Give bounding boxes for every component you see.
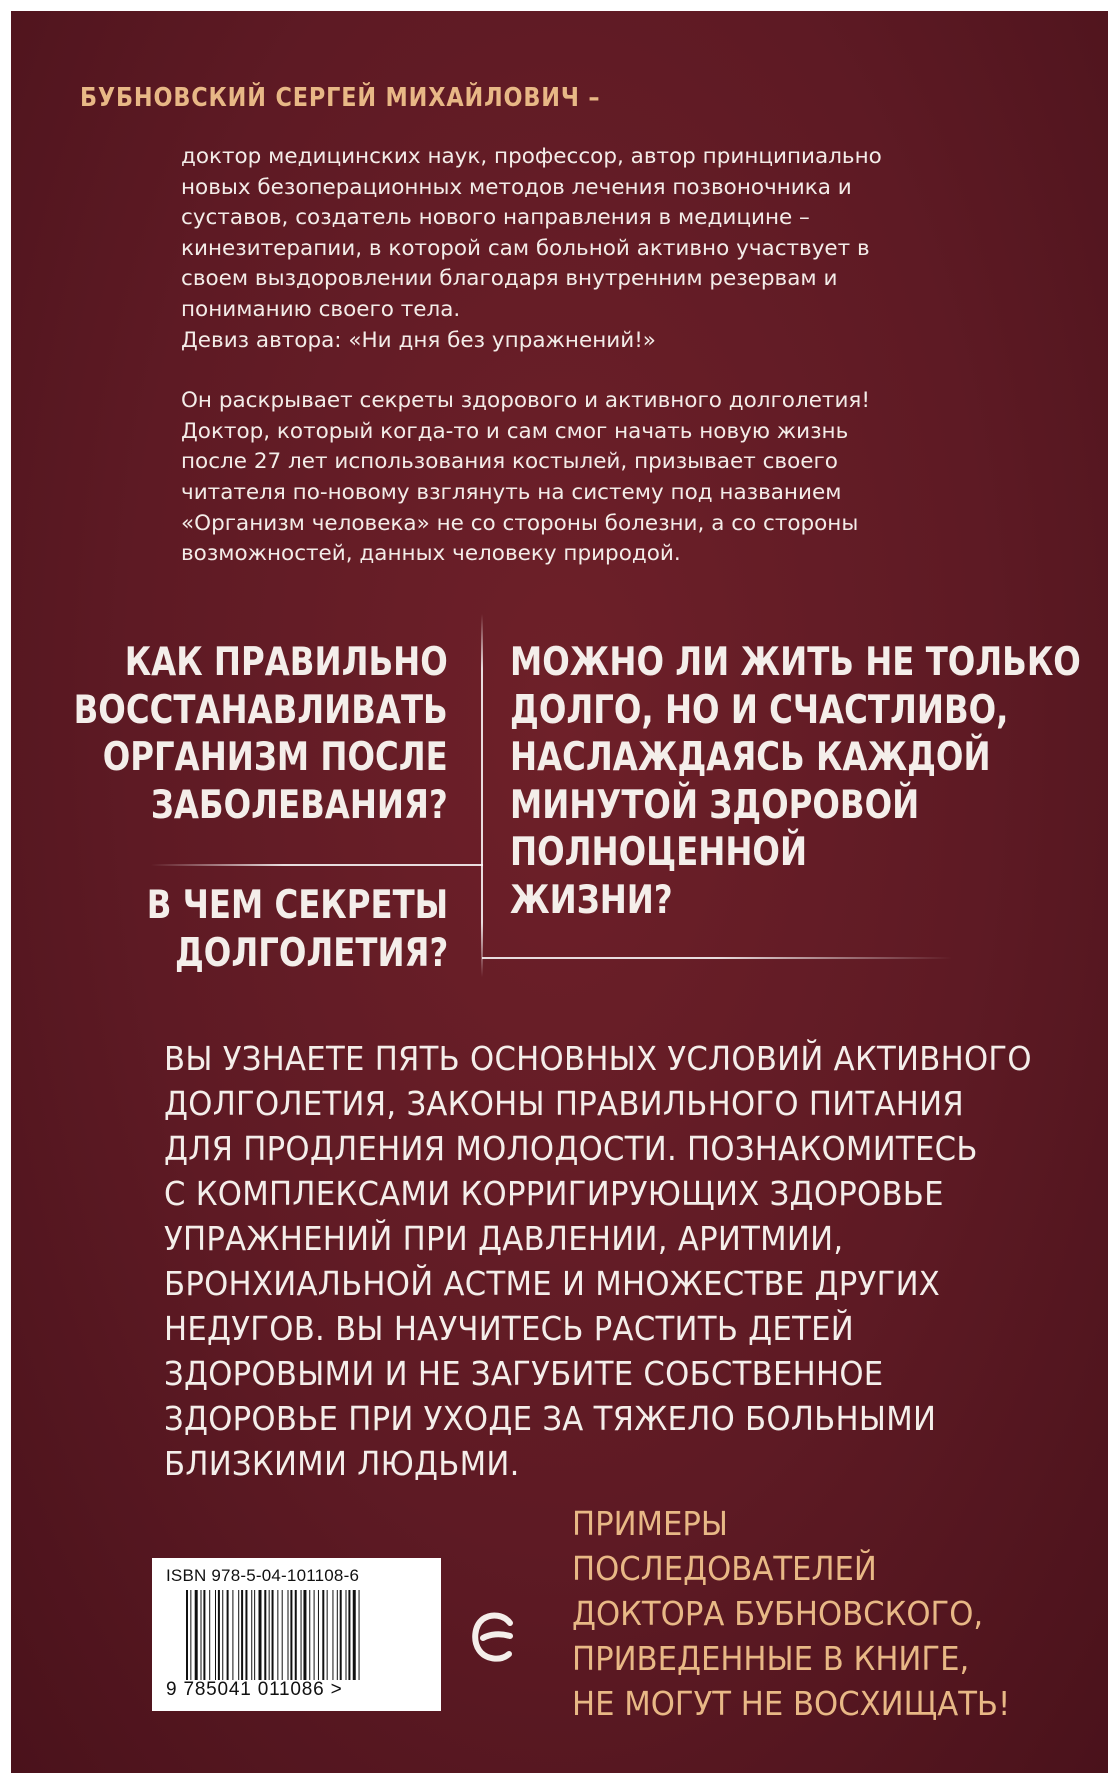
description-line: НЕДУГОВ. ВЫ НАУЧИТЕСЬ РАСТИТЬ ДЕТЕЙ — [164, 1309, 855, 1348]
divider-horizontal — [482, 957, 952, 959]
bio-line: своем выздоровлении благодаря внутренним резервам и — [181, 266, 838, 292]
question-line: МИНУТОЙ ЗДОРОВОЙ — [510, 782, 920, 828]
question-happy — [510, 639, 1081, 925]
divider-horizontal — [151, 864, 483, 866]
tagline — [572, 1501, 1010, 1726]
author-motto: Девиз автора: «Ни дня без упражнений!» — [181, 327, 656, 353]
tagline-line: ПРИВЕДЕННЫЕ В КНИГЕ, — [572, 1639, 970, 1678]
description-line: УПРАЖНЕНИЙ ПРИ ДАВЛЕНИИ, АРИТМИИ, — [164, 1219, 844, 1258]
question-line: ЖИЗНИ? — [510, 877, 673, 923]
about-line: Доктор, который когда-то и сам смог начать новую жизнь — [181, 418, 849, 444]
main-description — [164, 1036, 1032, 1486]
tagline-line: НЕ МОГУТ НЕ ВОСХИЩАТЬ! — [572, 1684, 1011, 1723]
barcode-digits: 9 785041 011086 > — [166, 1679, 343, 1700]
question-line: ВОССТАНАВЛИВАТЬ — [73, 687, 448, 733]
question-line: ПОЛНОЦЕННОЙ — [510, 830, 808, 876]
isbn-label: ISBN 978-5-04-101108-6 — [166, 1566, 360, 1585]
description-line: ЗДОРОВЫМИ И НЕ ЗАГУБИТЕ СОБСТВЕННОЕ — [164, 1354, 884, 1393]
description-line: С КОМПЛЕКСАМИ КОРРИГИРУЮЩИХ ЗДОРОВЬЕ — [164, 1174, 944, 1213]
divider-vertical — [481, 614, 483, 977]
question-line: НАСЛАЖДАЯСЬ КАЖДОЙ — [510, 735, 991, 781]
bio-line: доктор медицинских наук, профессор, автор принципиально — [181, 144, 882, 169]
author-heading: БУБНОВСКИЙ СЕРГЕЙ МИХАЙЛОВИЧ – — [80, 83, 601, 113]
bio-line: пониманию своего тела. — [181, 296, 461, 322]
bio-line: новых безоперационных методов лечения позвоночника и — [181, 174, 852, 200]
paragraph-gap — [181, 356, 921, 386]
bio-line: кинезитерапии, в которой сам больной активно участвует в — [181, 235, 870, 261]
question-line: ОРГАНИЗМ ПОСЛЕ — [103, 735, 448, 781]
barcode-bars — [186, 1590, 412, 1680]
question-line: В ЧЕМ СЕКРЕТЫ — [146, 883, 448, 928]
description-line: ДОЛГОЛЕТИЯ, ЗАКОНЫ ПРАВИЛЬНОГО ПИТАНИЯ — [164, 1084, 964, 1123]
description-line: ДЛЯ ПРОДЛЕНИЯ МОЛОДОСТИ. ПОЗНАКОМИТЕСЬ — [164, 1129, 978, 1168]
tagline-line: ПОСЛЕДОВАТЕЛЕЙ — [572, 1549, 877, 1588]
question-line: ДОЛГОЛЕТИЯ? — [174, 930, 448, 976]
about-line: возможностей, данных человеку природой. — [181, 541, 681, 567]
question-secrets — [147, 882, 448, 977]
tagline-line: ПРИМЕРЫ — [572, 1504, 729, 1543]
eksmo-logo-icon — [470, 1609, 518, 1665]
description-line: БЛИЗКИМИ ЛЮДЬМИ. — [164, 1444, 520, 1483]
isbn-barcode — [152, 1558, 441, 1711]
description-line: ВЫ УЗНАЕТЕ ПЯТЬ ОСНОВНЫХ УСЛОВИЙ АКТИВНОГО — [164, 1039, 1032, 1078]
about-line: после 27 лет использования костылей, призывает своего — [181, 449, 838, 475]
book-back-cover — [11, 11, 1108, 1773]
question-restore — [74, 639, 448, 829]
question-line: ДОЛГО, НО И СЧАСТЛИВО, — [510, 687, 1009, 733]
about-line: «Организм человека» не со стороны болезни, а со стороны — [181, 510, 859, 536]
question-line: КАК ПРАВИЛЬНО — [124, 640, 448, 685]
description-line: ЗДОРОВЬЕ ПРИ УХОДЕ ЗА ТЯЖЕЛО БОЛЬНЫМИ — [164, 1399, 937, 1438]
about-line: Он раскрывает секреты здорового и активного долголетия! — [181, 388, 870, 414]
tagline-line: ДОКТОРА БУБНОВСКОГО, — [572, 1594, 984, 1633]
question-line: ЗАБОЛЕВАНИЯ? — [151, 782, 448, 828]
bio-line: суставов, создатель нового направления в медицине – — [181, 205, 810, 231]
description-line: БРОНХИАЛЬНОЙ АСТМЕ И МНОЖЕСТВЕ ДРУГИХ — [164, 1264, 941, 1303]
about-line: читателя по-новому взглянуть на систему под названием — [181, 479, 842, 505]
author-bio — [181, 142, 921, 570]
question-line: МОЖНО ЛИ ЖИТЬ НЕ ТОЛЬКО — [510, 640, 1081, 685]
